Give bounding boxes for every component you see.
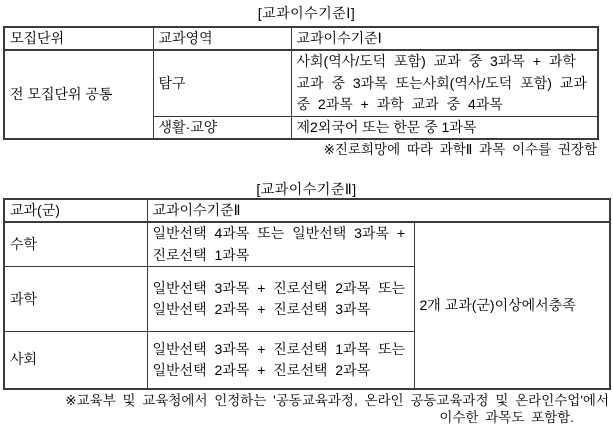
table2-header-row bbox=[4, 199, 610, 222]
table1-cell-area-tamgu: 탐구 bbox=[153, 50, 291, 116]
table2-cell-criteria-math: 일반선택 4과목 또는 일반선택 3과목 + 진로선택 1과목 bbox=[147, 222, 414, 266]
table1-title: [교과이수기준Ⅰ] bbox=[257, 5, 356, 21]
table1-header-row bbox=[4, 27, 598, 50]
table1-header-criteria1: 교과이수기준Ⅰ bbox=[291, 27, 598, 50]
table1-cell-recruitment-unit-common: 전 모집단위 공통 bbox=[4, 50, 153, 139]
table2-footnote bbox=[0, 393, 613, 426]
table2-cell-criteria-social: 일반선택 3과목 + 진로선택 1과목 또는 일반선택 2과목 + 진로선택 2과목 bbox=[147, 332, 414, 389]
table2-cell-group-math: 수학 bbox=[4, 222, 147, 266]
table1-cell-criteria-life-culture: 제2외국어 또는 한문 중 1과목 bbox=[291, 116, 598, 139]
table1-header-subject-area: 교과영역 bbox=[153, 27, 291, 50]
document-page bbox=[0, 5, 613, 425]
table1-header-recruitment-unit: 모집단위 bbox=[4, 27, 153, 50]
table2-cell-merged-condition: 2개 교과(군)이상에서충족 bbox=[414, 222, 610, 388]
table1-criteria1 bbox=[3, 26, 599, 140]
table2-cell-criteria-science: 일반선택 3과목 + 진로선택 2과목 또는 일반선택 2과목 + 진로선택 3과목 bbox=[147, 267, 414, 332]
table1-row-tamgu bbox=[4, 50, 598, 116]
table2-title: [교과이수기준Ⅱ] bbox=[256, 181, 357, 198]
table2-footnote-line2: 이수한 과목도 포함함. bbox=[439, 409, 574, 425]
table2-cell-group-science: 과학 bbox=[4, 267, 147, 332]
table2-header-criteria2: 교과이수기준Ⅱ bbox=[147, 199, 610, 222]
table1-cell-area-life-culture: 생활·교양 bbox=[153, 116, 291, 139]
table2-criteria2 bbox=[3, 198, 611, 390]
table2-row-math bbox=[4, 222, 610, 266]
table1-footnote: ※진로희망에 따라 과학Ⅱ 과목 이수를 권장함 bbox=[323, 142, 597, 158]
table1-cell-criteria-tamgu: 사회(역사/도덕 포함) 교과 중 3과목 + 과학 교과 중 3과목 또는사회(역사/도덕 포함) 교과 중 2과목 + 과학 교과 중 4과목 bbox=[291, 50, 598, 116]
table2-cell-group-social: 사회 bbox=[4, 332, 147, 389]
table2-header-subject-group: 교과(군) bbox=[4, 199, 147, 222]
table2-footnote-line1: ※교육부 및 교육청에서 인정하는 '공동교육과정, 온라인 공동교육과정 및 온라인수업'에서 bbox=[65, 392, 609, 408]
